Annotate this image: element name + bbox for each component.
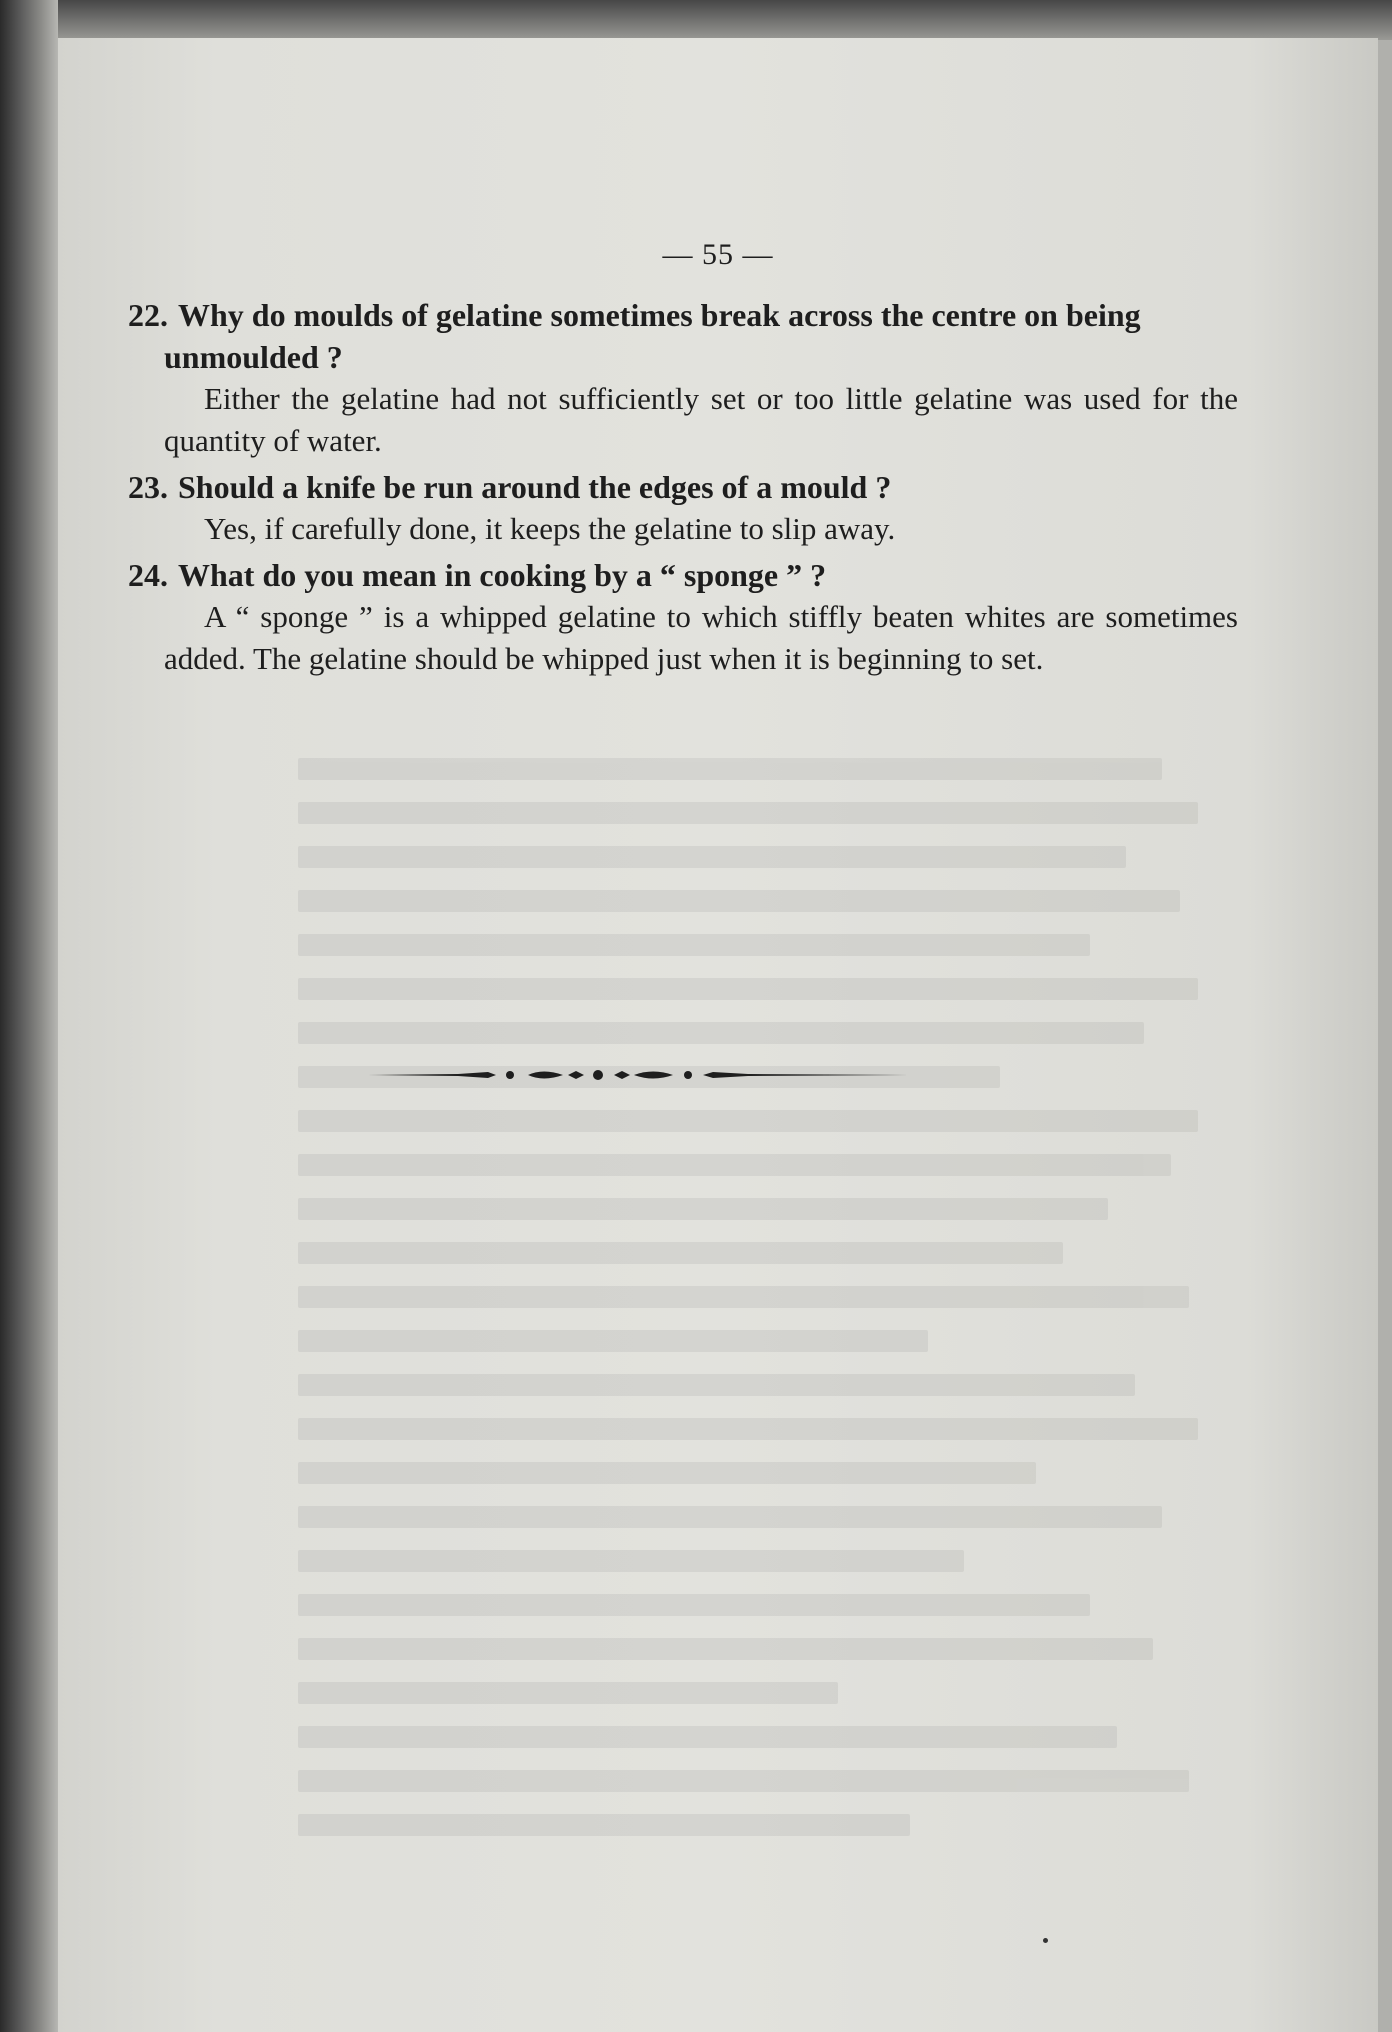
qa-item [128, 466, 1238, 550]
question-text: Should a knife be run around the edges of a mould ? [178, 469, 892, 505]
question [128, 466, 1238, 508]
question-number: 24. [128, 557, 168, 593]
answer-text: Either the gelatine had not sufficiently set or too little gelatine was used for the quantity of water. [164, 381, 1238, 458]
book-right-edge [1378, 40, 1392, 2032]
ink-speck [1043, 1938, 1048, 1943]
answer-text: Yes, if carefully done, it keeps the gelatine to slip away. [204, 511, 896, 546]
page-content [128, 238, 1238, 684]
page-number: — 55 — [662, 238, 774, 271]
question-number: 23. [128, 469, 168, 505]
decorative-rule-icon [368, 1060, 908, 1090]
question-number: 22. [128, 297, 168, 333]
answer-text: A “ sponge ” is a whipped gelatine to which stiffly beaten whites are sometimes added. The gelatine should be whipped just when it is beginning to set. [164, 599, 1238, 676]
qa-item [128, 554, 1238, 680]
question-text: Why do moulds of gelatine sometimes break across the centre on being unmoulded ? [164, 297, 1141, 375]
qa-item [128, 294, 1238, 462]
question [128, 554, 1238, 596]
question-text: What do you mean in cooking by a “ sponge ” ? [178, 557, 827, 593]
book-top-edge [58, 0, 1392, 40]
book-page [58, 38, 1378, 2032]
book-spine [0, 0, 58, 2032]
question [128, 294, 1238, 378]
show-through-text [298, 758, 1198, 1878]
